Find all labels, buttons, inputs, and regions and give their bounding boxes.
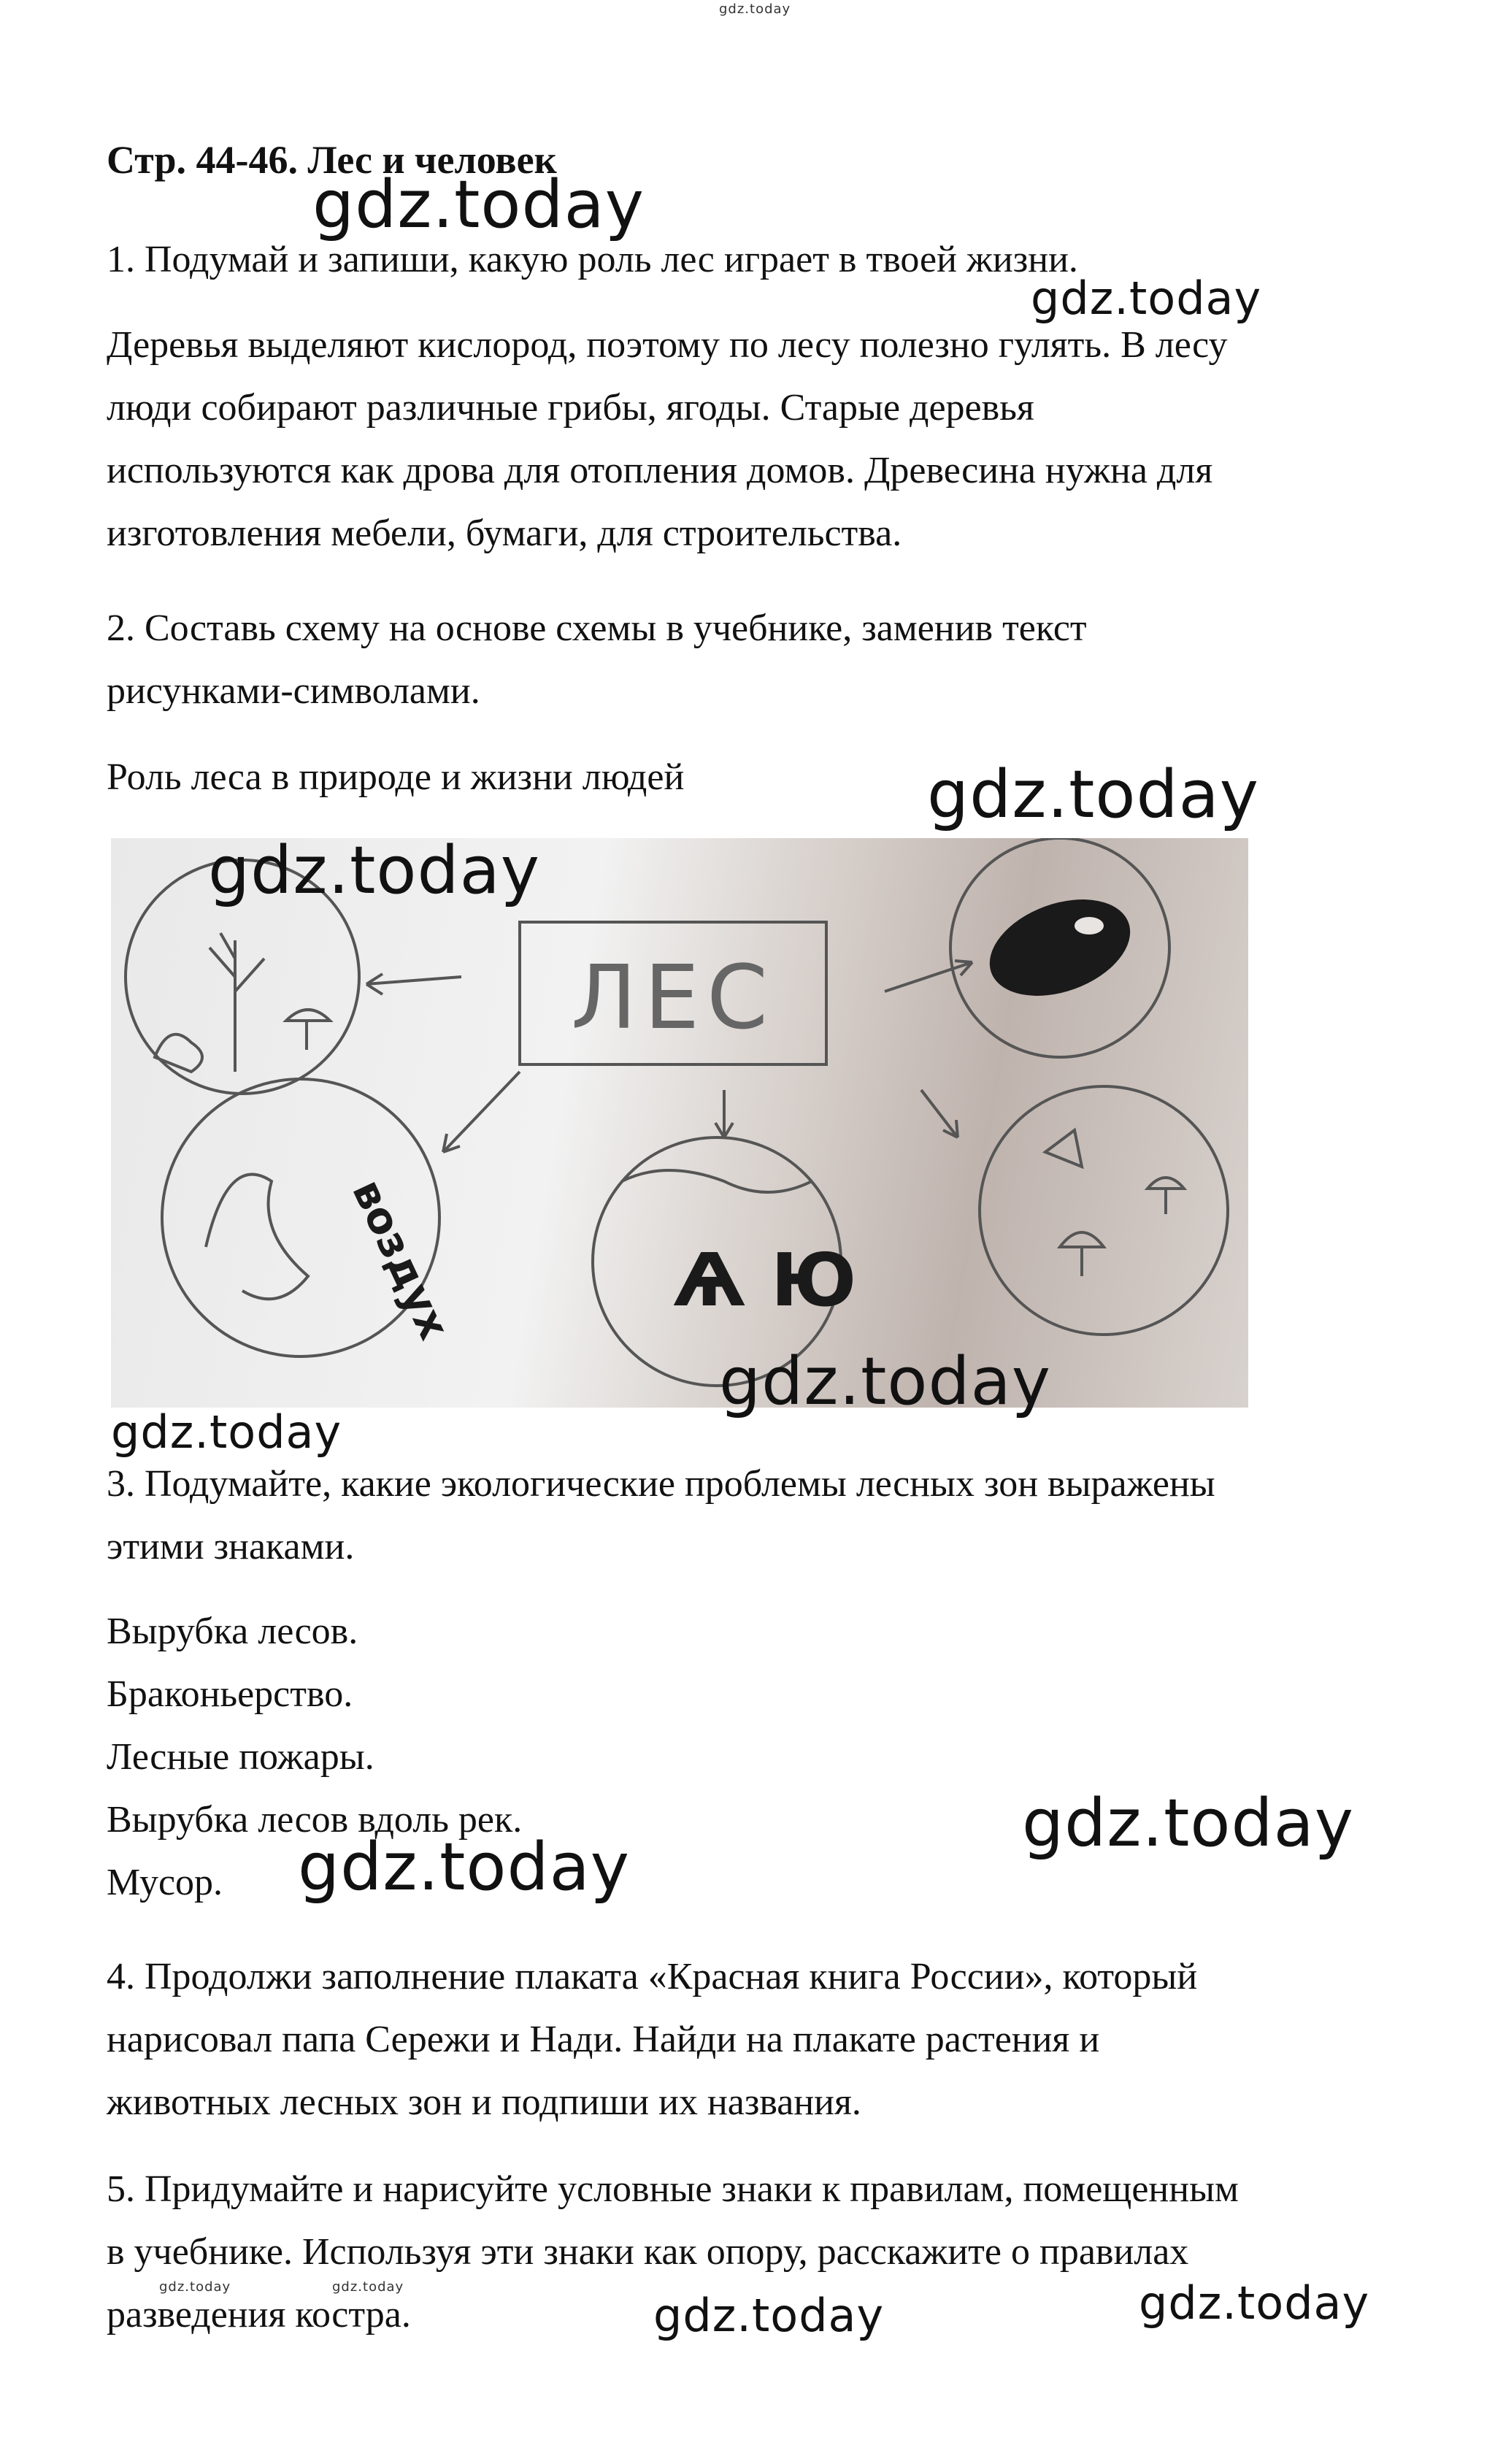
answer-1-line: используются как дрова для отопления домов. Древесина нужна для [107, 450, 1213, 491]
question-4-line: животных лесных зон и подпиши их названия. [107, 2081, 861, 2123]
arrow-icon [366, 974, 461, 994]
question-1: 1. Подумай и запиши, какую роль лес играет в твоей жизни. [107, 239, 1078, 280]
question-2-line: рисунками-символами. [107, 670, 480, 712]
question-3-line: 3. Подумайте, какие экологические проблемы лесных зон выражены [107, 1463, 1215, 1505]
page-title: Стр. 44-46. Лес и человек [107, 138, 557, 182]
food-icon [977, 881, 1144, 1013]
plant-icon [1045, 1130, 1082, 1167]
arrow-icon [443, 1072, 520, 1152]
watermark: gdz.today [1022, 1785, 1355, 1862]
diagram-caption: Роль леса в природе и жизни людей [107, 756, 685, 798]
watermark: gdz.today [1139, 2276, 1370, 2330]
question-5-line: 5. Придумайте и нарисуйте условные знаки к правилам, помещенным [107, 2168, 1239, 2210]
answer-1-line: люди собирают различные грибы, ягоды. Старые деревья [107, 387, 1034, 429]
watermark: gdz.today [1031, 272, 1262, 325]
question-4-line: нарисовал папа Сережи и Нади. Найди на плакате растения и [107, 2019, 1100, 2060]
resources-word: Ѧ Ю [673, 1237, 857, 1323]
question-3-line: этими знаками. [107, 1526, 355, 1567]
watermark: gdz.today [312, 166, 645, 243]
answer-1-line: изготовления мебели, бумаги, для строительства. [107, 513, 902, 554]
question-5-line: разведения костра. [107, 2294, 411, 2336]
landscape-icon [622, 1170, 812, 1192]
watermark: gdz.today [111, 1405, 342, 1459]
tree-icon [210, 933, 264, 1072]
forest-scheme-photo [111, 838, 1248, 1408]
watermark: gdz.today [298, 1829, 631, 1905]
watermark: gdz.today [719, 1343, 1052, 1420]
circle-mushrooms-berries [980, 1086, 1228, 1335]
mushroom-icon [1148, 1178, 1184, 1214]
watermark: gdz.today [332, 2279, 404, 2295]
watermark: gdz.today [927, 756, 1260, 833]
answer-3-item: Лесные пожары. [107, 1736, 374, 1778]
watermark: gdz.today [653, 2289, 885, 2342]
air-word: воздух [342, 1172, 460, 1347]
question-4-line: 4. Продолжи заполнение плаката «Красная книга России», который [107, 1956, 1198, 1997]
forest-scheme-drawing [111, 838, 1248, 1408]
mushroom-icon [286, 1010, 330, 1050]
arrow-icon [715, 1090, 733, 1137]
answer-3-item: Браконьерство. [107, 1673, 353, 1715]
header-watermark: gdz.today [719, 1, 791, 17]
answer-3-item: Вырубка лесов. [107, 1611, 358, 1652]
answer-1-line: Деревья выделяют кислород, поэтому по лесу полезно гулять. В лесу [107, 324, 1228, 366]
answer-3-item: Вырубка лесов вдоль рек. [107, 1799, 523, 1841]
bunny-icon [155, 1035, 202, 1072]
watermark: gdz.today [208, 832, 541, 909]
answer-3-item: Мусор. [107, 1862, 223, 1903]
watermark: gdz.today [159, 2279, 231, 2295]
question-2-line: 2. Составь схему на основе схемы в учебнике, заменив текст [107, 607, 1087, 649]
food-highlight [1075, 917, 1104, 934]
question-5-line: в учебнике. Используя эти знаки как опору, расскажите о правилах [107, 2231, 1189, 2273]
mushroom-icon [1060, 1232, 1104, 1276]
arrow-icon [921, 1090, 958, 1137]
forest-label: ЛЕС [571, 948, 775, 1049]
leaf-icon [206, 1175, 308, 1300]
